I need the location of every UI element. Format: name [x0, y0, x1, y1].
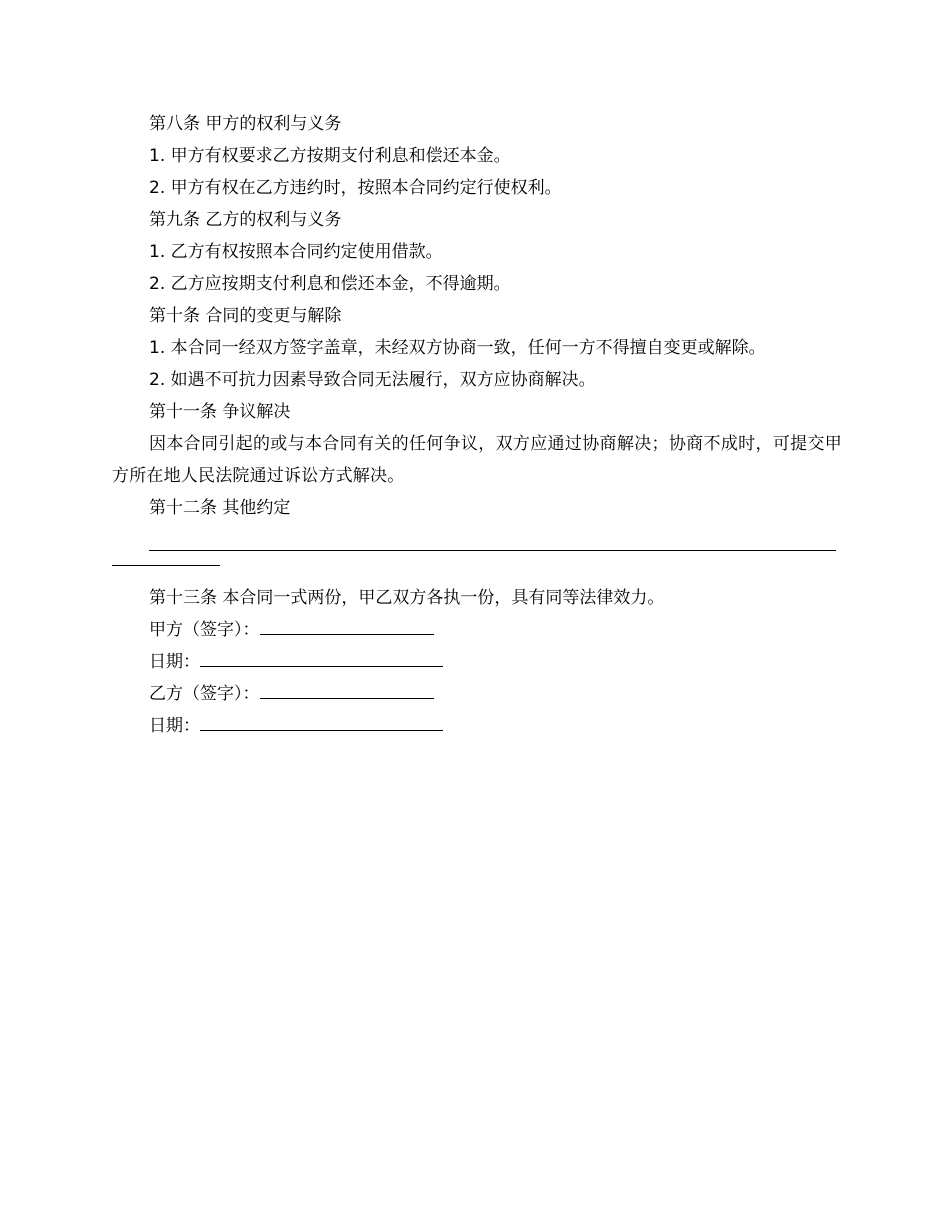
- article-13-text: 第十三条 本合同一式两份，甲乙双方各执一份，具有同等法律效力。: [149, 588, 665, 608]
- article-9-item-1: 1. 乙方有权按照本合同约定使用借款。: [149, 242, 443, 262]
- party-b-signature-blank: [260, 678, 434, 699]
- party-a-signature-row: [112, 614, 842, 646]
- party-a-date-label: 日期：: [149, 652, 200, 672]
- article-8-heading: 第八条 甲方的权利与义务: [149, 114, 342, 134]
- party-a-signature-blank: [260, 614, 434, 635]
- party-a-signature-label: 甲方（签字）：: [149, 620, 260, 640]
- article-8-item-1: 1. 甲方有权要求乙方按期支付利息和偿还本金。: [149, 146, 511, 166]
- party-a-date-blank: [200, 646, 443, 667]
- article-11-heading: 第十一条 争议解决: [149, 402, 291, 422]
- article-12-blank-line: [149, 528, 836, 551]
- article-9-item-2: 2. 乙方应按期支付利息和偿还本金，不得逾期。: [149, 274, 511, 294]
- contract-body: [112, 108, 842, 742]
- article-12-blank-line-continued: [112, 565, 220, 566]
- article-10-item-1: 1. 本合同一经双方签字盖章，未经双方协商一致，任何一方不得擅自变更或解除。: [149, 338, 766, 358]
- article-12-heading: 第十二条 其他约定: [149, 498, 291, 518]
- article-10-heading: 第十条 合同的变更与解除: [149, 306, 342, 326]
- article-10-item-2: 2. 如遇不可抗力因素导致合同无法履行，双方应协商解决。: [149, 370, 596, 390]
- party-a-date-row: [112, 646, 842, 678]
- party-b-date-row: [112, 710, 842, 742]
- party-b-signature-label: 乙方（签字）：: [149, 684, 260, 704]
- party-b-signature-row: [112, 678, 842, 710]
- article-9-heading: 第九条 乙方的权利与义务: [149, 210, 342, 230]
- article-8-item-2: 2. 甲方有权在乙方违约时，按照本合同约定行使权利。: [149, 178, 562, 198]
- party-b-date-blank: [200, 710, 443, 731]
- article-11-paragraph: 因本合同引起的或与本合同有关的任何争议，双方应通过协商解决；协商不成时，可提交甲方所在地人民法院通过诉讼方式解决。: [112, 434, 842, 486]
- party-b-date-label: 日期：: [149, 716, 200, 736]
